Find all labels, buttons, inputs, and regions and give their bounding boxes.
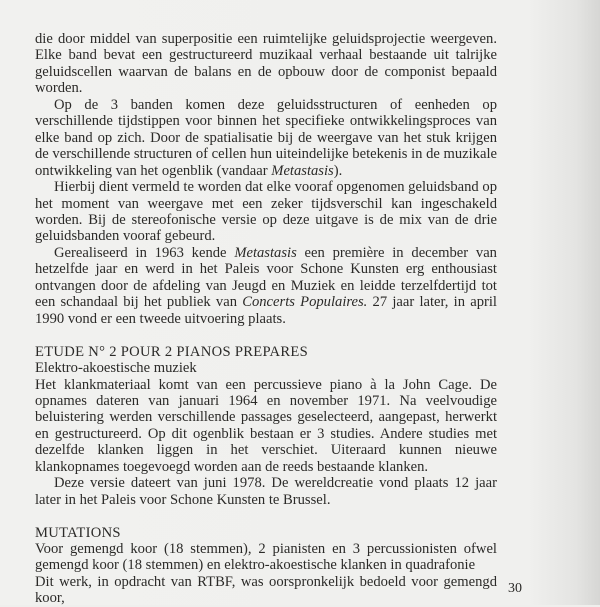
italic-title: Metastasis: [234, 244, 297, 261]
italic-title: Concerts Populaires.: [242, 294, 368, 311]
paragraph-mutations-1: Dit werk, in opdracht van RTBF, was oorspronkelijk bedoeld voor gemengd koor,: [35, 573, 497, 607]
paragraph-intro-2: [35, 97, 497, 179]
paragraph-intro-3: Hierbij dient vermeld te worden dat elke vooraf opgenomen geluidsband op het moment van weergave met een zeker tijdsverschil kan ingeschakeld worden. Bij de stereofonische versie op deze uitgave is de mix van de drie geluidsbanden vooraf gebeurd.: [35, 179, 497, 245]
paragraph-intro-1: die door middel van superpositie een ruimtelijke geluidsprojectie weergeven. Elke band bevat een gestructureerd muzikaal verhaal bestaande uit talrijke geluidscellen waarvan de balans en de opbouw door de componist bepaald worden.: [35, 31, 497, 97]
text-run: Op de 3 banden komen deze geluidsstructuren of eenheden op verschillende tijdstippen voor binnen het specifieke ontwikkelingsproces van elke band op zich. Door de spatialisatie bij de weergave van het stuk krijgen de verschillende structuren of cellen hun uiteindelijke betekenis in de muzikale ontwikkeling van het ogenblik (vandaar: [35, 96, 497, 179]
paragraph-intro-4: [35, 245, 497, 327]
section-heading-etude: ETUDE N° 2 POUR 2 PIANOS PREPARES: [35, 343, 309, 360]
body-text: [35, 31, 497, 607]
section-heading-mutations: MUTATIONS: [35, 524, 121, 541]
text-run: 27 jaar later, in april 1990 vond er een tweede uitvoering plaats.: [35, 294, 497, 327]
text-run: ).: [333, 162, 343, 179]
section-scoring-mutations: Voor gemengd koor (18 stemmen), 2 pianisten en 3 percussionisten ofwel gemengd koor (18 stemmen) en elektro-akoestische klanken in quadrafonie: [35, 541, 497, 574]
paragraph-etude-1: Het klankmateriaal komt van een percussieve piano à la John Cage. De opnames dateren van januari 1964 en november 1971. Na veelvoudige beluistering werden verschillende passages geselecteerd, aangepast, herwerkt en gestructureerd. Op dit ogenblik bestaan er 3 studies. Andere studies met dezelfde klanken liggen in het verschiet. Uiteraard kunnen nieuwe klankopnames toegevoegd worden aan de reeds bestaande klanken.: [35, 376, 497, 475]
italic-title: Metastasis: [271, 162, 334, 179]
section-subtitle-etude: Elektro-akoestische muziek: [35, 360, 197, 377]
text-run: een première in december van hetzelfde jaar en werd in het Paleis voor Schone Kunsten erg enthousiast ontvangen door de afdeling van Jeugd en Muziek en leidde terzelfdertijd tot een schandaal bij het publiek van: [35, 244, 497, 311]
page-number: 30: [508, 581, 522, 596]
paragraph-etude-2: Deze versie dateert van juni 1978. De wereldcreatie vond plaats 12 jaar later in het Paleis voor Schone Kunsten te Brussel.: [35, 475, 497, 508]
text-run: Gerealiseerd in 1963 kende: [54, 244, 235, 261]
